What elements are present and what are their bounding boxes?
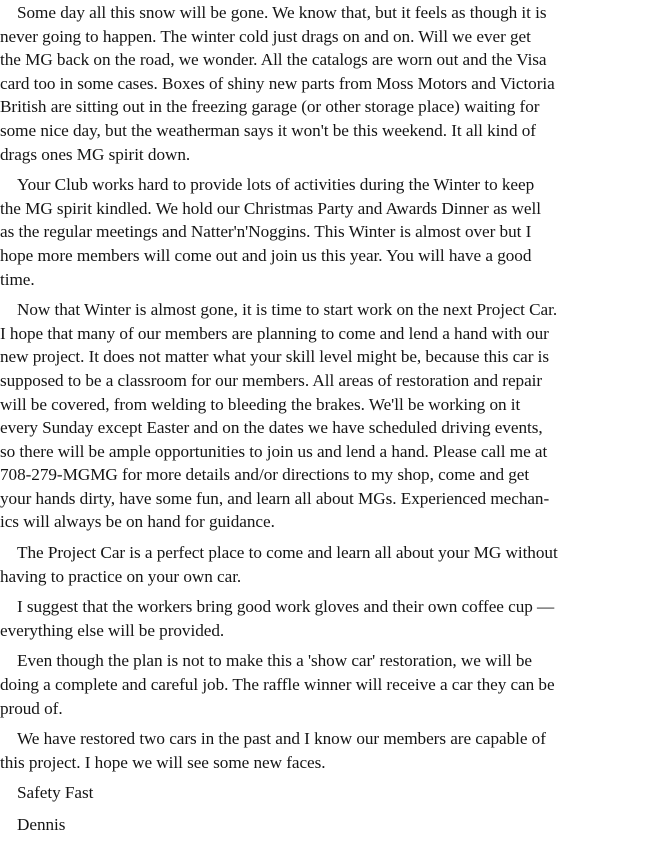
paragraph-gloves: I suggest that the workers bring good work gloves and their own coffee cup — everything else will be provided. [0, 597, 555, 640]
closing-line: Safety Fast [17, 783, 94, 803]
paragraph-restoration: Even though the plan is not to make this a 'show car' restoration, we will be doing a complete and careful job. The raffle winner will receive a car they can be proud of. [0, 651, 555, 718]
paragraph-project-car: Now that Winter is almost gone, it is time to start work on the next Project Car. I hope that many of our members are planning to come and lend a hand with our new project. It does not matter what your skill level might be, because this car is supposed to be a classroom for our members. All areas of restoration and repair will be covered, from welding to bleeding the brakes. We'll be working on it every Sunday except Easter and on the dates we have scheduled driving events, so there will be ample opportunities to join us and lend a hand. Please call me at 708-279-MGMG for more details and/or directions to my shop, come and get your hands dirty, have some fun, and learn all about MGs. Experienced mechan- ics will always be on hand for guidance. [0, 300, 558, 532]
signature: Dennis [17, 815, 66, 834]
paragraph-new-faces: We have restored two cars in the past and I know our members are capable of this project. I hope we will see some new faces. [0, 729, 546, 772]
paragraph-winter-activities: Your Club works hard to provide lots of activities during the Winter to keep the MG spirit kindled. We hold our Christmas Party and Awards Dinner as well as the regular meetings and Natter'n'Noggins. This Winter is almost over but I hope more members will come out and join us this year. You will have a good time. [0, 175, 541, 289]
paragraph-classroom: The Project Car is a perfect place to come and learn all about your MG without having to practice on your own car. [0, 543, 558, 586]
paragraph-snow: Some day all this snow will be gone. We know that, but it feels as though it is never going to happen. The winter cold just drags on and on. Will we ever get the MG back on the road, we wonder. All the catalogs are worn out and the Visa card too in some cases. Boxes of shiny new parts from Moss Motors and Victoria British are sitting out in the freezing garage (or other storage place) waiting for some nice day, but the weatherman says it won't be this weekend. It all kind of drags ones MG spirit down. [0, 3, 555, 164]
